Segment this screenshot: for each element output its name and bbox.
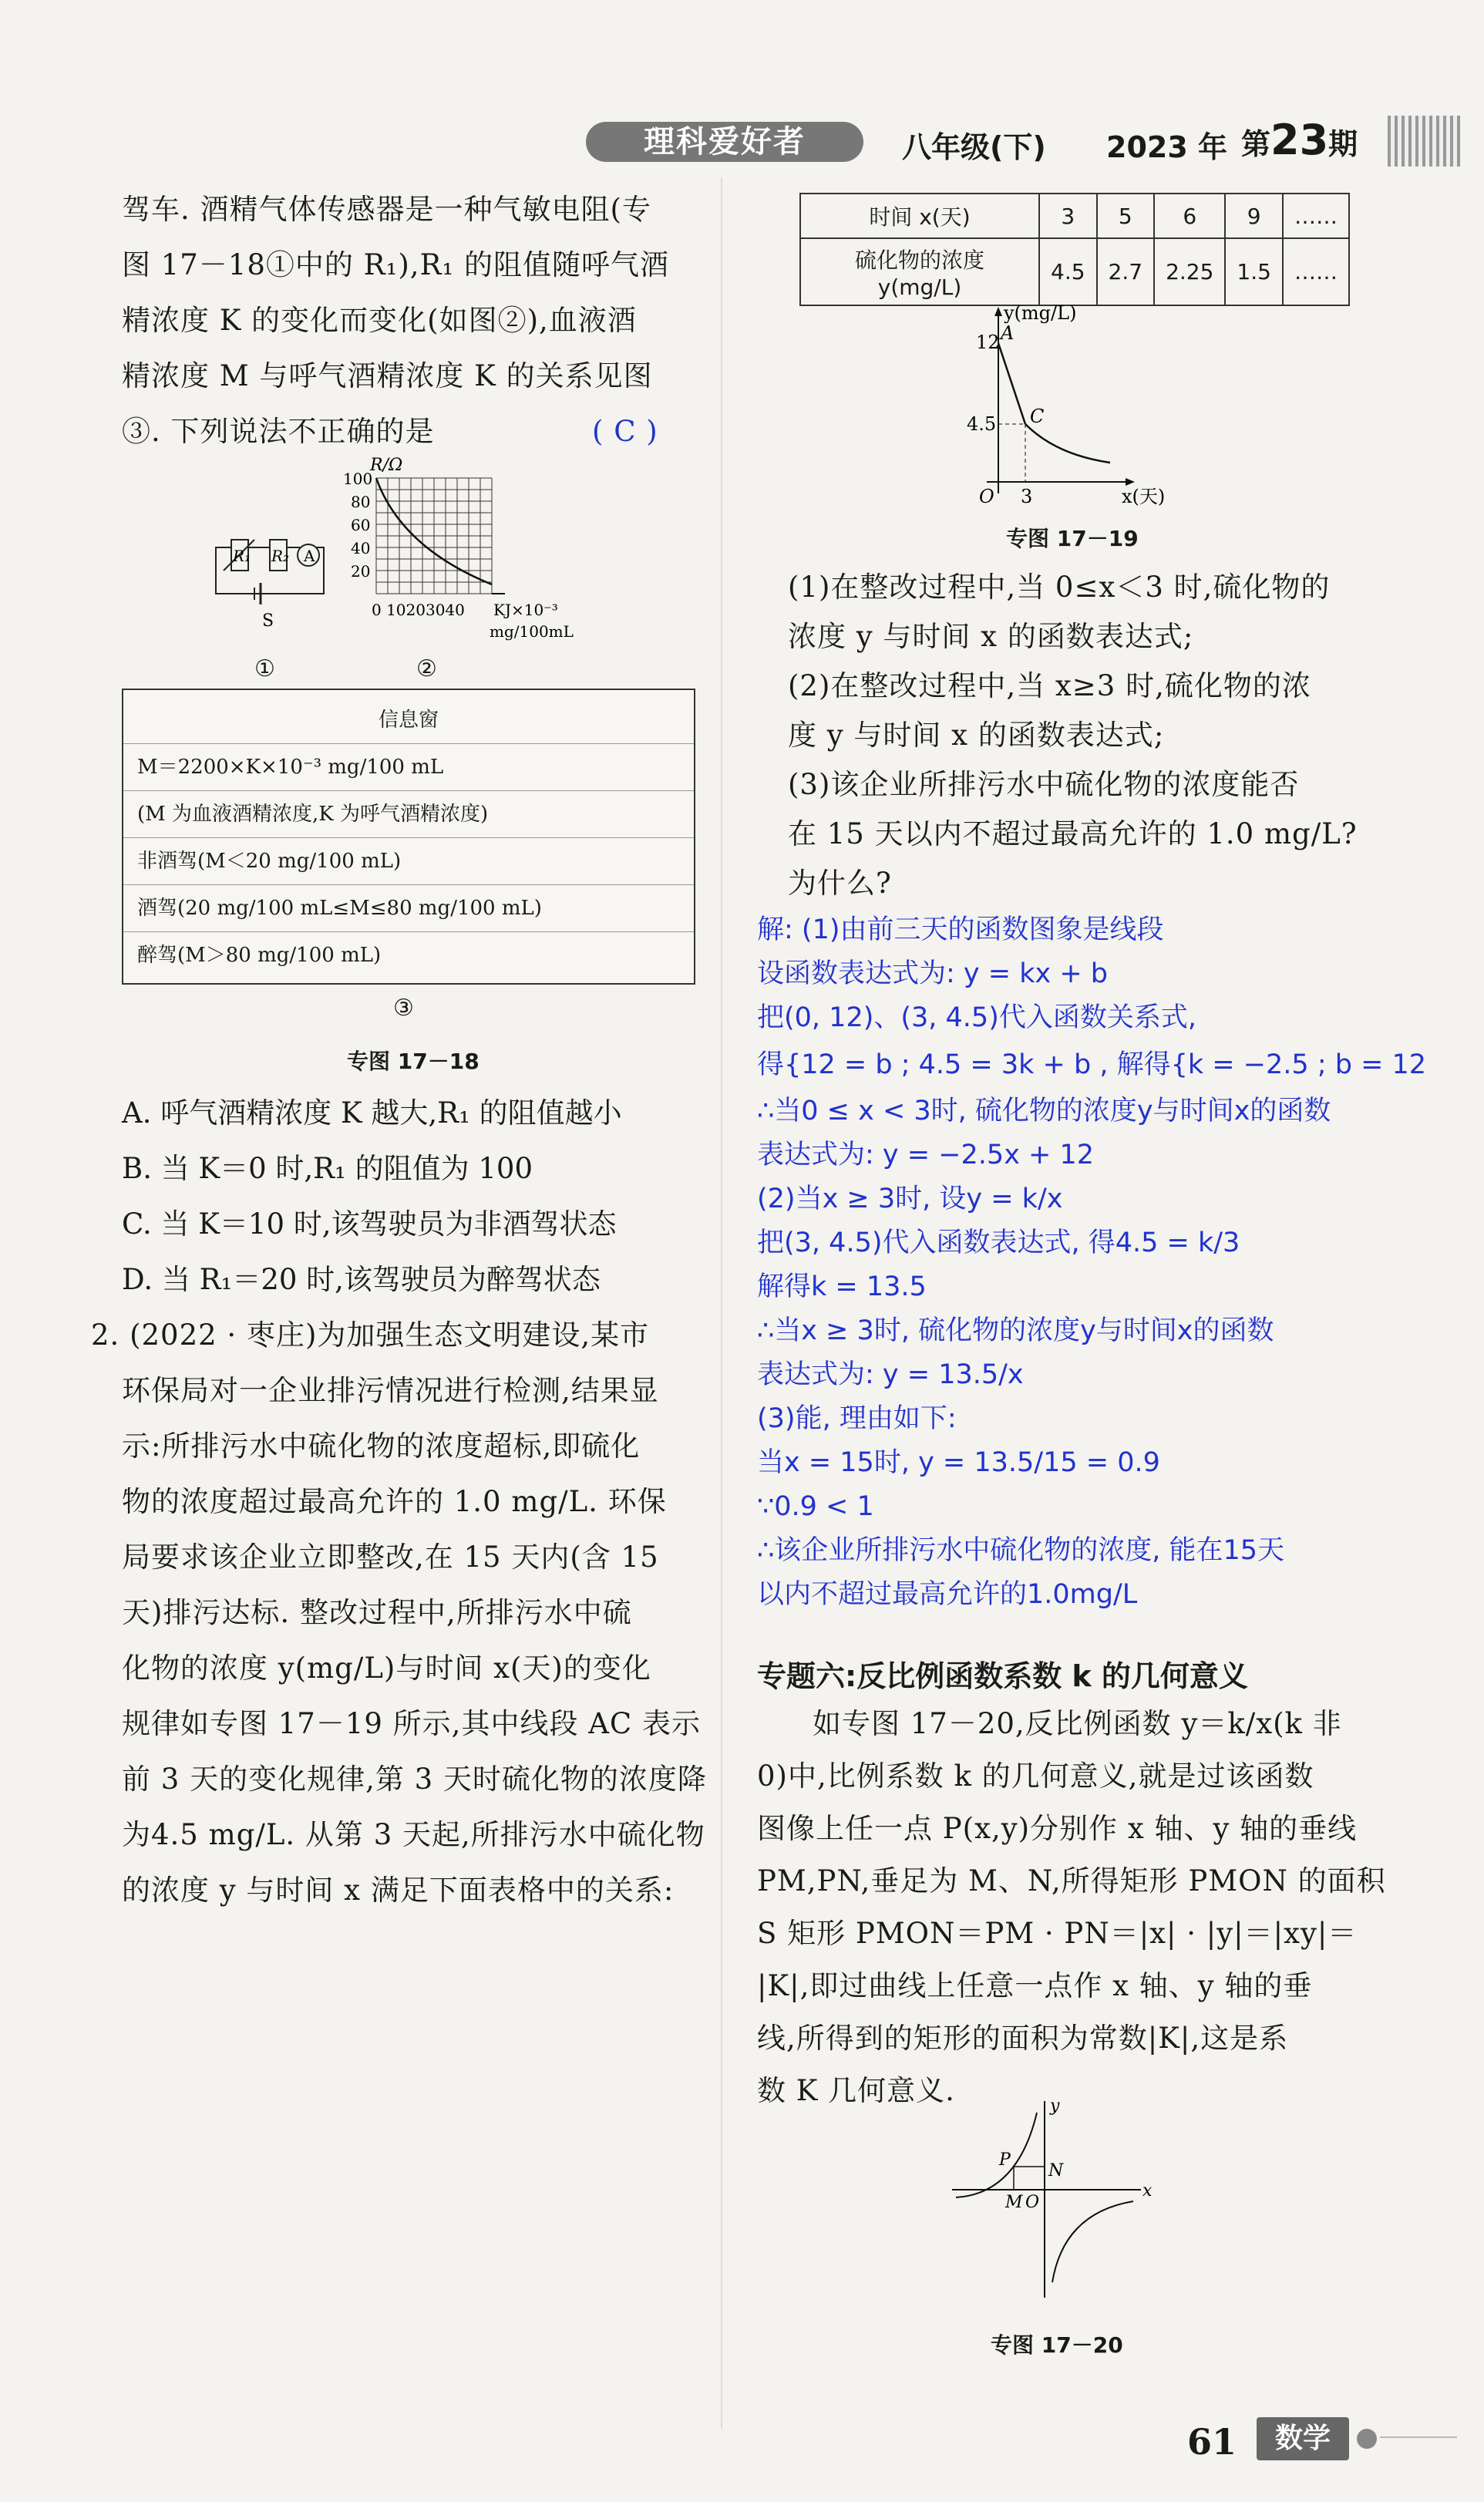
- svg-text:C: C: [1030, 406, 1045, 427]
- svg-text:M: M: [1005, 2193, 1023, 2212]
- table-row: 硫化物的浓度 y(mg/L) 4.5 2.7 2.25 1.5 ……: [800, 238, 1349, 305]
- svg-text:O: O: [979, 486, 994, 507]
- q1-graph-xlabel: KJ×10⁻³: [493, 601, 558, 619]
- info-row: 醉驾(M＞80 mg/100 mL): [123, 931, 694, 978]
- fig-17-19-caption: 专图 17－19: [1006, 526, 1139, 551]
- magazine-logo: 理科爱好者: [586, 122, 863, 162]
- ammeter-label: A: [304, 547, 315, 565]
- option-c: C. 当 K＝10 时,该驾驶员为非酒驾状态: [122, 1207, 617, 1241]
- solution-block: 解: (1)由前三天的函数图象是线段 设函数表达式为: y = kx + b 把(0, 12)、(3, 4.5)代入函数关系式, 得{12 = b ; 4.5 = 3k + b , 解得{k = −2.5 ; b = 12 ∴当0 ≤ x < 3时, 硫化物的浓度y与时间x的函数 表达式为: y = −2.5x + 12 (2)当x ≥ 3时, 设y = k/x 把(3, 4.5)代入函数表达式, 得4.5 = k/3 解得k = 13.5 ∴当x ≥ 3时, 硫化物的浓度y与时间x的函数 表达式为: y = 13.5/x (3)能, 理由如下: 当x = 15时, y = 13.5/15 = 0.9 ∵0.9 < 1 ∴该企业所排污水中硫化物的浓度, 能在15天 以内不超过最高允许的1.0mg/L: [757, 914, 1427, 1610]
- option-d: D. 当 R₁＝20 时,该驾驶员为醉驾状态: [122, 1263, 601, 1296]
- svg-text:x: x: [1142, 2181, 1153, 2201]
- svg-text:60: 60: [351, 516, 371, 534]
- data-table: [799, 193, 1350, 306]
- svg-text:y(mg/L): y(mg/L): [1004, 302, 1077, 324]
- q1-graph-xticks: 0 10203040: [372, 601, 465, 619]
- svg-text:4.5: 4.5: [967, 413, 997, 435]
- q1-text: 驾车. 酒精气体传感器是一种气敏电阻(专 图 17－18①中的 R₁),R₁ 的阻值随呼气酒 精浓度 K 的变化而变化(如图②),血液酒 精浓度 M 与呼气酒精浓度 K 的关系见图 ③. 下列说法不正确的是 ( C ): [122, 182, 708, 460]
- switch-label: S: [262, 611, 274, 631]
- q1-graph-ylabel: R/Ω: [370, 456, 403, 475]
- q2-subquestions: (1)在整改过程中,当 0≤x＜3 时,硫化物的 浓度 y 与时间 x 的函数表达式; (2)在整改过程中,当 x≥3 时,硫化物的浓 度 y 与时间 x 的函数表达式; (3)该企业所排污水中硫化物的浓度能否 在 15 天以内不超过最高允许的 1.0 mg/L? 为什么?: [788, 571, 1358, 900]
- option-b: B. 当 K＝0 时,R₁ 的阻值为 100: [122, 1152, 533, 1185]
- svg-text:12: 12: [976, 332, 1000, 353]
- svg-text:20: 20: [351, 562, 371, 581]
- q1-answer: ( C ): [592, 415, 658, 448]
- svg-text:100: 100: [343, 470, 373, 488]
- topic6-title: 专题六:反比例函数系数 k 的几何意义: [757, 1659, 1248, 1693]
- info-row: 非酒驾(M＜20 mg/100 mL): [123, 837, 694, 884]
- fig2-label: ②: [416, 655, 437, 682]
- topic6-text: 如专图 17－20,反比例函数 y＝k/x(k 非 0)中,比例系数 k 的几何意义,就是过该函数 图像上任一点 P(x,y)分别作 x 轴、y 轴的垂线 PM,PN,垂足为 M、N,所得矩形 PMON 的面积 S 矩形 PMON＝PM · PN＝|x| · |y|＝|xy|＝ |K|,即过曲线上任意一点作 x 轴、y 轴的垂 线,所得到的矩形的面积为常数|K|,这是系 数 K 几何意义.: [757, 1707, 1386, 2107]
- svg-text:80: 80: [351, 493, 371, 511]
- fig-17-18-caption: 专图 17－18: [347, 1049, 480, 1074]
- fig1-label: ①: [254, 655, 275, 682]
- info-box: [122, 689, 695, 985]
- fig-17-19-graph: [964, 301, 1210, 509]
- year-label: 2023 年: [1106, 130, 1227, 164]
- footer-line: [1380, 2436, 1457, 2438]
- page-number: 61: [1187, 2421, 1237, 2463]
- q1-figure: [200, 455, 601, 655]
- issue-label: 第23期: [1241, 116, 1358, 164]
- header-stripes: [1388, 116, 1461, 167]
- svg-text:x(天): x(天): [1122, 486, 1166, 507]
- info-row: 酒驾(20 mg/100 mL≤M≤80 mg/100 mL): [123, 884, 694, 931]
- svg-text:P: P: [999, 2150, 1011, 2170]
- svg-text:O: O: [1025, 2193, 1040, 2212]
- q1-graph-xunit: mg/100mL: [490, 622, 574, 641]
- info-row: (M 为血液酒精浓度,K 为呼气酒精浓度): [123, 790, 694, 837]
- svg-text:40: 40: [351, 539, 371, 557]
- segment-ac: [998, 343, 1025, 424]
- option-a: A. 呼气酒精浓度 K 越大,R₁ 的阻值越小: [122, 1096, 622, 1130]
- grade-label: 八年级(下): [902, 130, 1046, 164]
- column-divider: [721, 177, 722, 2429]
- q1-options: [122, 1086, 708, 1308]
- svg-text:3: 3: [1021, 486, 1033, 507]
- footer-dot: [1357, 2429, 1377, 2449]
- fig-17-20-graph: [948, 2097, 1172, 2305]
- svg-text:y: y: [1050, 2097, 1060, 2116]
- table-row: 时间 x(天) 3 5 6 9 ……: [800, 194, 1349, 238]
- q2-text: 2. (2022 · 枣庄)为加强生态文明建设,某市 环保局对一企业排污情况进行检测,结果显 示:所排污水中硫化物的浓度超标,即硫化 物的浓度超过最高允许的 1.0 mg/L. 环保 局要求该企业立即整改,在 15 天内(含 15 天)排污达标. 整改过程中,所排污水中硫 化物的浓度 y(mg/L)与时间 x(天)的变化 规律如专图 17－19 所示,其中线段 AC 表示 前 3 天的变化规律,第 3 天时硫化物的浓度降 为4.5 mg/L. 从第 3 天起,所排污水中硫化物 的浓度 y 与时间 x 满足下面表格中的关系:: [91, 1318, 707, 1907]
- subject-tag: 数学: [1257, 2417, 1349, 2460]
- r2-label: R₂: [271, 547, 290, 565]
- svg-text:N: N: [1048, 2161, 1064, 2180]
- fig3-label: ③: [393, 995, 414, 1022]
- curve-after-c: [1025, 424, 1110, 463]
- r1-label: R₁: [233, 547, 251, 565]
- info-row: M＝2200×K×10⁻³ mg/100 mL: [123, 743, 694, 790]
- fig-17-20-caption: 专图 17－20: [991, 2332, 1123, 2358]
- svg-text:A: A: [1001, 322, 1015, 344]
- info-title: 信息窗: [378, 709, 439, 732]
